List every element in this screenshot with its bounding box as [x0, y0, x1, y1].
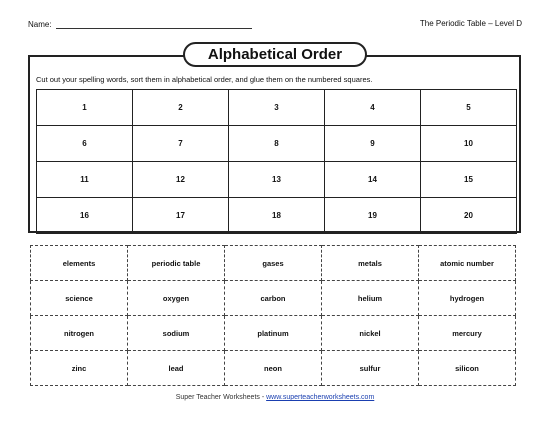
- numbered-square: 15: [421, 162, 517, 198]
- word-card: metals: [322, 246, 419, 281]
- word-row: [31, 281, 516, 316]
- numbered-square: 6: [37, 126, 133, 162]
- word-card: platinum: [225, 316, 322, 351]
- footer: [0, 394, 550, 401]
- numbered-square: 1: [37, 90, 133, 126]
- word-row: [31, 351, 516, 386]
- numbered-square: 18: [229, 198, 325, 234]
- word-card: hydrogen: [419, 281, 516, 316]
- numbered-square: 11: [37, 162, 133, 198]
- numbered-row: [37, 198, 517, 234]
- word-card: elements: [31, 246, 128, 281]
- numbered-square: 12: [133, 162, 229, 198]
- numbered-row: [37, 162, 517, 198]
- word-card: sodium: [128, 316, 225, 351]
- numbered-square: 5: [421, 90, 517, 126]
- numbered-square: 8: [229, 126, 325, 162]
- word-card: helium: [322, 281, 419, 316]
- word-card: gases: [225, 246, 322, 281]
- word-card: oxygen: [128, 281, 225, 316]
- numbered-row: [37, 126, 517, 162]
- word-card: nitrogen: [31, 316, 128, 351]
- numbered-square: 20: [421, 198, 517, 234]
- word-card: lead: [128, 351, 225, 386]
- instructions: Cut out your spelling words, sort them in alphabetical order, and glue them on the numbered squares.: [36, 75, 373, 84]
- word-card: neon: [225, 351, 322, 386]
- name-label: Name:: [28, 20, 52, 29]
- word-card: zinc: [31, 351, 128, 386]
- name-line: [56, 19, 252, 29]
- numbered-square: 17: [133, 198, 229, 234]
- word-card: silicon: [419, 351, 516, 386]
- numbered-square: 2: [133, 90, 229, 126]
- word-row: [31, 246, 516, 281]
- word-card: periodic table: [128, 246, 225, 281]
- numbered-square: 14: [325, 162, 421, 198]
- word-card: science: [31, 281, 128, 316]
- numbered-square: 19: [325, 198, 421, 234]
- word-card: mercury: [419, 316, 516, 351]
- word-card: nickel: [322, 316, 419, 351]
- word-card: carbon: [225, 281, 322, 316]
- numbered-squares-grid: [36, 89, 517, 234]
- worksheet-level: The Periodic Table – Level D: [419, 19, 522, 28]
- numbered-square: 9: [325, 126, 421, 162]
- footer-text: Super Teacher Worksheets -: [175, 394, 267, 401]
- page-title: Alphabetical Order: [183, 42, 367, 67]
- footer-link[interactable]: www.superteacherworksheets.com: [266, 394, 375, 401]
- numbered-square: 3: [229, 90, 325, 126]
- word-card: sulfur: [322, 351, 419, 386]
- numbered-square: 10: [421, 126, 517, 162]
- numbered-square: 16: [37, 198, 133, 234]
- numbered-row: [37, 90, 517, 126]
- word-card: atomic number: [419, 246, 516, 281]
- name-field: [28, 19, 252, 29]
- word-row: [31, 316, 516, 351]
- word-cards-grid: [30, 245, 516, 386]
- numbered-square: 13: [229, 162, 325, 198]
- numbered-square: 7: [133, 126, 229, 162]
- numbered-square: 4: [325, 90, 421, 126]
